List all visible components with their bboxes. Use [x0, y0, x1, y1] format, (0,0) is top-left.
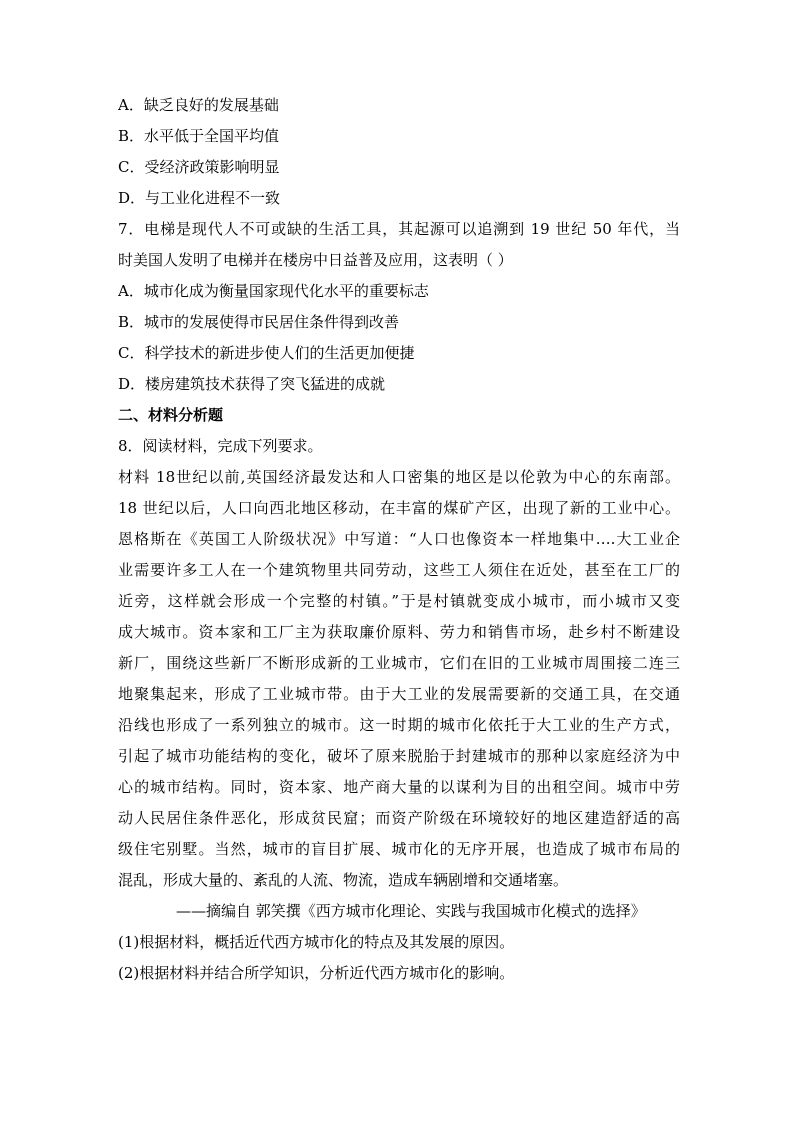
q7-option-d: D．楼房建筑技术获得了突飞猛进的成就	[118, 375, 386, 393]
q7-option-c: C．科学技术的新进步使人们的生活更加便捷	[118, 344, 415, 362]
q7-option-a: A．城市化成为衡量国家现代化水平的重要标志	[118, 282, 429, 300]
q8-material-line: 新厂，围绕这些新厂不断形成新的工业城市，它们在旧的工业城市周围接二连三	[118, 654, 680, 672]
q7-stem-line: 7．电梯是现代人不可或缺的生活工具，其起源可以追溯到 19 世纪 50 年代，当	[118, 220, 680, 238]
q8-material-line: 近旁，这样就会形成一个完整的村镇。”于是村镇就变成小城市，而小城市又变	[118, 592, 680, 610]
q6-option-c: C．受经济政策影响明显	[118, 158, 280, 176]
q8-source-citation: ——摘编自 郭笑撰《西方城市化理论、实践与我国城市化模式的选择》	[176, 902, 646, 920]
q7-option-b: B．城市的发展使得市民居住条件得到改善	[118, 313, 400, 331]
q8-material-line: 动人民居住条件恶化，形成贫民窟；而资产阶级在环境较好的地区建造舒适的高	[118, 809, 680, 827]
q8-subquestion-1: (1)根据材料，概括近代西方城市化的特点及其发展的原因。	[118, 933, 515, 951]
q8-material-line: 材料 18世纪以前,英国经济最发达和人口密集的地区是以伦敦为中心的东南部。	[118, 468, 680, 486]
q8-material-line: 地聚集起来，形成了工业城市带。由于大工业的发展需要新的交通工具，在交通	[118, 685, 680, 703]
q8-material-line: 级住宅别墅。当然，城市的盲目扩展、城市化的无序开展，也造成了城市布局的	[118, 840, 680, 858]
page-content	[118, 90, 680, 989]
q6-option-d: D．与工业化进程不一致	[118, 189, 281, 207]
q8-material-line: 混乱，形成大量的、紊乱的人流、物流，造成车辆剧增和交通堵塞。	[118, 871, 569, 889]
q6-option-b: B．水平低于全国平均值	[118, 127, 280, 145]
q8-material-line: 成大城市。资本家和工厂主为获取廉价原料、劳力和销售市场，赴乡村不断建设	[118, 623, 680, 641]
q8-subquestion-2: (2)根据材料并结合所学知识，分析近代西方城市化的影响。	[118, 964, 515, 982]
q8-material-line: 心的城市结构。同时，资本家、地产商大量的以谋利为目的出租空间。城市中劳	[118, 778, 680, 796]
q8-material-line: 18 世纪以后，人口向西北地区移动，在丰富的煤矿产区，出现了新的工业中心。	[118, 499, 680, 517]
q8-prompt: 8．阅读材料，完成下列要求。	[118, 437, 323, 455]
q8-material-line: 引起了城市功能结构的变化，破坏了原来脱胎于封建城市的那种以家庭经济为中	[118, 747, 680, 765]
q6-option-a: A．缺乏良好的发展基础	[118, 96, 279, 114]
q8-material-line: 业需要许多工人在一个建筑物里共同劳动，这些工人须住在近处，甚至在工厂的	[118, 561, 680, 579]
section-heading: 二、材料分析题	[118, 406, 224, 424]
q7-stem-line: 时美国人发明了电梯并在楼房中日益普及应用，这表明（ ）	[118, 251, 513, 269]
q8-material-line: 恩格斯在《英国工人阶级状况》中写道：“人口也像资本一样地集中….大工业企	[118, 530, 680, 548]
q8-material-line: 沿线也形成了一系列独立的城市。这一时期的城市化依托于大工业的生产方式，	[118, 716, 680, 734]
